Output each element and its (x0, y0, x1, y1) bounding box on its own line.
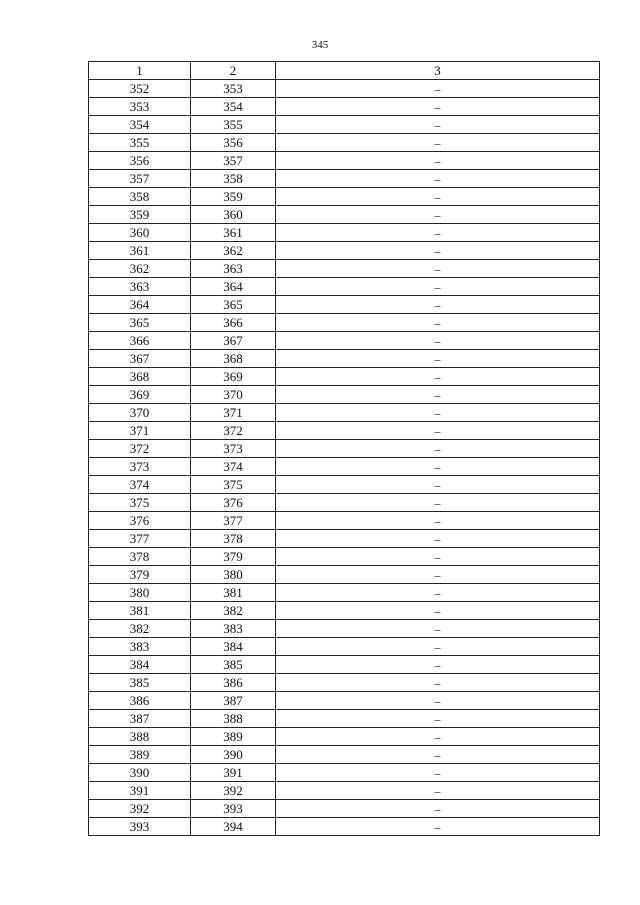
table-cell-col-1: 352 (89, 80, 191, 98)
table-row (89, 350, 600, 368)
table-row (89, 476, 600, 494)
table-cell-col-2: 389 (191, 728, 276, 746)
column-header-1: 1 (89, 62, 191, 80)
table-cell-col-1: 385 (89, 674, 191, 692)
table-row (89, 710, 600, 728)
table-cell-col-3: – (276, 746, 600, 764)
table-cell-col-3: – (276, 242, 600, 260)
table-cell-col-2: 357 (191, 152, 276, 170)
table-cell-col-3: – (276, 584, 600, 602)
table-cell-col-3: – (276, 764, 600, 782)
table-cell-col-3: – (276, 548, 600, 566)
table-cell-col-2: 382 (191, 602, 276, 620)
table-cell-col-3: – (276, 476, 600, 494)
table-cell-col-2: 383 (191, 620, 276, 638)
table-cell-col-2: 390 (191, 746, 276, 764)
table-cell-col-1: 381 (89, 602, 191, 620)
table-row (89, 422, 600, 440)
table-row (89, 530, 600, 548)
table-cell-col-1: 361 (89, 242, 191, 260)
table-cell-col-1: 392 (89, 800, 191, 818)
table-row (89, 782, 600, 800)
table-cell-col-2: 391 (191, 764, 276, 782)
table-row (89, 440, 600, 458)
table-row (89, 692, 600, 710)
table-cell-col-2: 375 (191, 476, 276, 494)
table-cell-col-3: – (276, 350, 600, 368)
table-cell-col-1: 362 (89, 260, 191, 278)
table-row (89, 368, 600, 386)
table-cell-col-2: 376 (191, 494, 276, 512)
table-cell-col-1: 390 (89, 764, 191, 782)
table-cell-col-3: – (276, 404, 600, 422)
table-cell-col-2: 363 (191, 260, 276, 278)
table-row (89, 224, 600, 242)
table-cell-col-2: 365 (191, 296, 276, 314)
table-cell-col-3: – (276, 98, 600, 116)
table-row (89, 728, 600, 746)
table-cell-col-3: – (276, 368, 600, 386)
table-cell-col-3: – (276, 152, 600, 170)
table-cell-col-2: 369 (191, 368, 276, 386)
table-row (89, 206, 600, 224)
table-cell-col-2: 380 (191, 566, 276, 584)
table-cell-col-1: 386 (89, 692, 191, 710)
table-cell-col-2: 374 (191, 458, 276, 476)
table-cell-col-1: 378 (89, 548, 191, 566)
table-row (89, 278, 600, 296)
table-cell-col-2: 361 (191, 224, 276, 242)
table-cell-col-1: 353 (89, 98, 191, 116)
table-header-row (89, 62, 600, 80)
table-cell-col-3: – (276, 638, 600, 656)
table-row (89, 98, 600, 116)
table-row (89, 818, 600, 836)
table-cell-col-3: – (276, 602, 600, 620)
table-row (89, 548, 600, 566)
table-cell-col-1: 373 (89, 458, 191, 476)
table-cell-col-3: – (276, 224, 600, 242)
table-cell-col-1: 375 (89, 494, 191, 512)
table-cell-col-1: 368 (89, 368, 191, 386)
table-cell-col-1: 380 (89, 584, 191, 602)
table-cell-col-2: 358 (191, 170, 276, 188)
table-cell-col-3: – (276, 782, 600, 800)
table-cell-col-2: 367 (191, 332, 276, 350)
table-cell-col-2: 368 (191, 350, 276, 368)
table-row (89, 242, 600, 260)
table-row (89, 170, 600, 188)
table-row (89, 458, 600, 476)
table-cell-col-3: – (276, 656, 600, 674)
table-row (89, 764, 600, 782)
table-cell-col-3: – (276, 692, 600, 710)
table-cell-col-1: 393 (89, 818, 191, 836)
table-cell-col-2: 384 (191, 638, 276, 656)
table-cell-col-3: – (276, 260, 600, 278)
table-cell-col-3: – (276, 800, 600, 818)
table-row (89, 314, 600, 332)
table-cell-col-2: 392 (191, 782, 276, 800)
table-cell-col-3: – (276, 818, 600, 836)
table-cell-col-2: 371 (191, 404, 276, 422)
table-row (89, 386, 600, 404)
table-cell-col-3: – (276, 494, 600, 512)
table-cell-col-1: 358 (89, 188, 191, 206)
table-cell-col-3: – (276, 278, 600, 296)
table-row (89, 494, 600, 512)
table-cell-col-1: 357 (89, 170, 191, 188)
table-cell-col-3: – (276, 566, 600, 584)
table-cell-col-1: 389 (89, 746, 191, 764)
table-cell-col-2: 387 (191, 692, 276, 710)
table-row (89, 260, 600, 278)
table-cell-col-3: – (276, 530, 600, 548)
table-row (89, 404, 600, 422)
table-cell-col-2: 354 (191, 98, 276, 116)
table-row (89, 602, 600, 620)
table-cell-col-2: 385 (191, 656, 276, 674)
table-cell-col-1: 376 (89, 512, 191, 530)
table-cell-col-3: – (276, 170, 600, 188)
table-cell-col-2: 381 (191, 584, 276, 602)
table-cell-col-1: 365 (89, 314, 191, 332)
table-cell-col-1: 391 (89, 782, 191, 800)
table-cell-col-3: – (276, 188, 600, 206)
table-cell-col-1: 364 (89, 296, 191, 314)
table-cell-col-1: 379 (89, 566, 191, 584)
table-cell-col-2: 353 (191, 80, 276, 98)
data-table (88, 61, 600, 836)
table-cell-col-3: – (276, 296, 600, 314)
table-cell-col-1: 382 (89, 620, 191, 638)
table-cell-col-3: – (276, 332, 600, 350)
table-cell-col-2: 379 (191, 548, 276, 566)
table-cell-col-1: 363 (89, 278, 191, 296)
table-cell-col-3: – (276, 116, 600, 134)
table-cell-col-1: 371 (89, 422, 191, 440)
table-cell-col-2: 359 (191, 188, 276, 206)
table-cell-col-1: 360 (89, 224, 191, 242)
table-row (89, 134, 600, 152)
table-cell-col-1: 374 (89, 476, 191, 494)
table-body (89, 80, 600, 836)
table-cell-col-1: 367 (89, 350, 191, 368)
table-cell-col-2: 373 (191, 440, 276, 458)
table-cell-col-2: 386 (191, 674, 276, 692)
column-header-3: 3 (276, 62, 600, 80)
table-cell-col-1: 384 (89, 656, 191, 674)
table-row (89, 188, 600, 206)
table-cell-col-1: 370 (89, 404, 191, 422)
table-row (89, 638, 600, 656)
table-cell-col-3: – (276, 440, 600, 458)
table-row (89, 296, 600, 314)
table-cell-col-3: – (276, 80, 600, 98)
table-cell-col-2: 366 (191, 314, 276, 332)
table-row (89, 80, 600, 98)
table-cell-col-1: 356 (89, 152, 191, 170)
table-cell-col-2: 394 (191, 818, 276, 836)
table-cell-col-3: – (276, 314, 600, 332)
table-row (89, 332, 600, 350)
table-cell-col-1: 387 (89, 710, 191, 728)
table-row (89, 674, 600, 692)
table-cell-col-1: 354 (89, 116, 191, 134)
table-cell-col-3: – (276, 620, 600, 638)
page-number: 345 (311, 39, 329, 51)
table-row (89, 116, 600, 134)
table-cell-col-3: – (276, 422, 600, 440)
table-cell-col-3: – (276, 134, 600, 152)
table-cell-col-2: 393 (191, 800, 276, 818)
table-cell-col-2: 388 (191, 710, 276, 728)
table-cell-col-2: 377 (191, 512, 276, 530)
table-cell-col-1: 372 (89, 440, 191, 458)
table-cell-col-2: 364 (191, 278, 276, 296)
table-cell-col-1: 355 (89, 134, 191, 152)
table-row (89, 584, 600, 602)
table-row (89, 746, 600, 764)
table-cell-col-3: – (276, 710, 600, 728)
table-cell-col-2: 360 (191, 206, 276, 224)
table-cell-col-1: 388 (89, 728, 191, 746)
table-cell-col-3: – (276, 512, 600, 530)
table-cell-col-3: – (276, 458, 600, 476)
table-cell-col-2: 356 (191, 134, 276, 152)
table-row (89, 566, 600, 584)
table-cell-col-2: 378 (191, 530, 276, 548)
table-cell-col-1: 359 (89, 206, 191, 224)
table-row (89, 800, 600, 818)
table-cell-col-1: 369 (89, 386, 191, 404)
table-cell-col-2: 370 (191, 386, 276, 404)
table-cell-col-3: – (276, 674, 600, 692)
table-cell-col-2: 372 (191, 422, 276, 440)
table-cell-col-1: 383 (89, 638, 191, 656)
table-row (89, 512, 600, 530)
table-row (89, 656, 600, 674)
table-cell-col-1: 377 (89, 530, 191, 548)
table-cell-col-2: 355 (191, 116, 276, 134)
table-cell-col-2: 362 (191, 242, 276, 260)
table-row (89, 152, 600, 170)
table-cell-col-1: 366 (89, 332, 191, 350)
table-cell-col-3: – (276, 206, 600, 224)
table-cell-col-3: – (276, 728, 600, 746)
table-cell-col-3: – (276, 386, 600, 404)
column-header-2: 2 (191, 62, 276, 80)
table-row (89, 620, 600, 638)
